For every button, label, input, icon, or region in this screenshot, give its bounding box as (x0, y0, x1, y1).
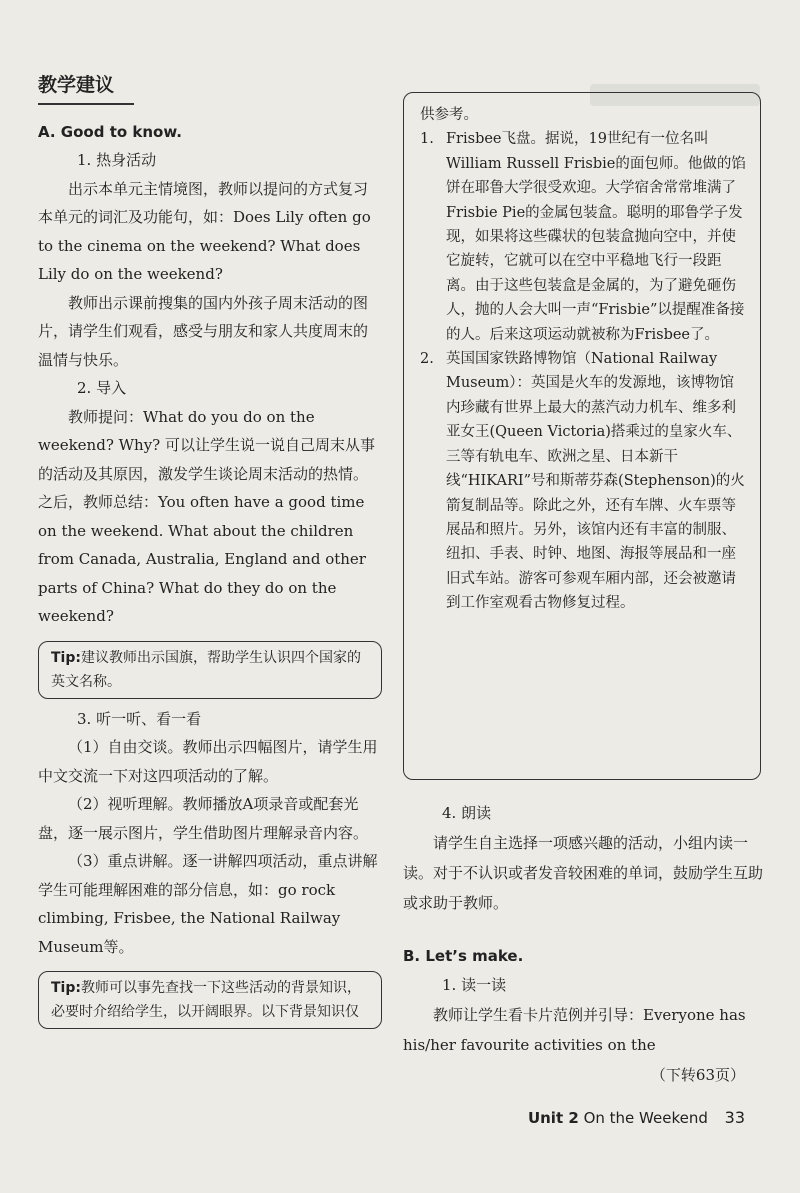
section-title: 教学建议 (38, 70, 134, 105)
key-points-paragraph: （3）重点讲解。逐一讲解四项活动，重点讲解学生可能理解困难的部分信息，如：go rock climbing, Frisbee, the National Railway Museum等。 (38, 852, 378, 956)
tip-box-flags (38, 641, 382, 699)
tip-label: Tip: (51, 980, 81, 996)
continued-note: （下转63页） (650, 1066, 745, 1084)
page-footer (520, 1108, 745, 1127)
list-item (420, 127, 746, 347)
listening-paragraph: （2）视听理解。教师播放A项录音或配套光盘，逐一展示图片，学生借助图片理解录音内容。 (38, 795, 369, 842)
list-item-text: 英国国家铁路博物馆（National Railway Museum）：英国是火车的发源地，该博物馆内珍藏有世界上最大的蒸汽动力机车、维多利亚女王(Queen Victoria)搭乘过的皇家火车、三等有轨电车、欧洲之星、日本新干线“HIKARI”号和斯蒂芬森(Stephenson)的火箭复制品等。除此之外，还有车牌、火车票等展品和照片。另外，该馆内还有丰富的制服、纽扣、手表、时钟、地图、海报等展品和一座旧式车站。游客可参观车厢内部，还会被邀请到工作室观看古物修复过程。 (446, 351, 745, 612)
background-info-box (403, 92, 761, 780)
page-number: 33 (724, 1108, 745, 1127)
background-list (420, 127, 746, 615)
reading-paragraph: 请学生自主选择一项感兴趣的活动，小组内读一读。对于不认识或者发音较困难的单词，鼓励学生互助或求助于教师。 (403, 834, 764, 912)
unit-label: Unit 2 (527, 1109, 579, 1127)
section-a-heading: A. Good to know. (38, 123, 182, 141)
warmup-paragraph: 出示本单元主情境图，教师以提问的方式复习本单元的词汇及功能句，如：Does Lily often go to the cinema on the weekend? What does Lily do on the weekend? (38, 179, 371, 283)
tip-label: Tip: (51, 649, 81, 666)
step-2-heading: 2. 导入 (77, 379, 127, 397)
list-item-number: 2. (420, 351, 434, 368)
lead-in-paragraph: 教师提问：What do you do on the weekend? Why? 可以让学生说一说自己周末从事的活动及其原因，激发学生谈论周末活动的热情。之后，教师总结：You often have a good time on the weekend. What about the children from Canada, Australia, England and other parts of China? What do they do on the weekend? (38, 407, 375, 625)
tip-text: 建议教师出示国旗，帮助学生认识四个国家的英文名称。 (51, 649, 361, 690)
list-item-text: Frisbee飞盘。据说，19世纪有一位名叫William Russell Frisbie的面包师。他做的馅饼在耶鲁大学很受欢迎。大学宿舍常常堆满了Frisbie Pie的金属包装盒。聪明的耶鲁学子发现，如果将这些碟状的包装盒抛向空中，并使它旋转，它就可以在空中平稳地飞行一段距离。由于这些包装盒是金属的，为了避免砸伤人，抛的人会大叫一声“Frisbie”以提醒准备接的人。后来这项运动就被称为Frisbee了。 (446, 131, 746, 343)
b-step-1-heading: 1. 读一读 (442, 976, 507, 994)
left-column (38, 118, 382, 1035)
list-item-number: 1. (420, 131, 434, 148)
step-4-heading: 4. 朗读 (442, 804, 492, 822)
box-intro: 供参考。 (420, 107, 478, 123)
free-talk-paragraph: （1）自由交谈。教师出示四幅图片，请学生用中文交流一下对这四项活动的了解。 (38, 738, 378, 785)
pictures-paragraph: 教师出示课前搜集的国内外孩子周末活动的图片，请学生们观看，感受与朋友和家人共度周末的温情与快乐。 (38, 293, 369, 369)
list-item (420, 347, 746, 615)
section-b-heading: B. Let’s make. (403, 947, 524, 965)
tip-box-background (38, 971, 382, 1029)
right-column (403, 798, 763, 1090)
step-1-heading: 1. 热身活动 (77, 151, 157, 169)
step-3-heading: 3. 听一听、看一看 (77, 709, 202, 728)
unit-title: On the Weekend (583, 1109, 708, 1127)
card-paragraph: 教师让学生看卡片范例并引导：Everyone has his/her favourite activities on the (403, 1006, 746, 1054)
tip-text: 教师可以事先查找一下这些活动的背景知识，必要时介绍给学生，以开阔眼界。以下背景知识仅 (51, 980, 361, 1020)
